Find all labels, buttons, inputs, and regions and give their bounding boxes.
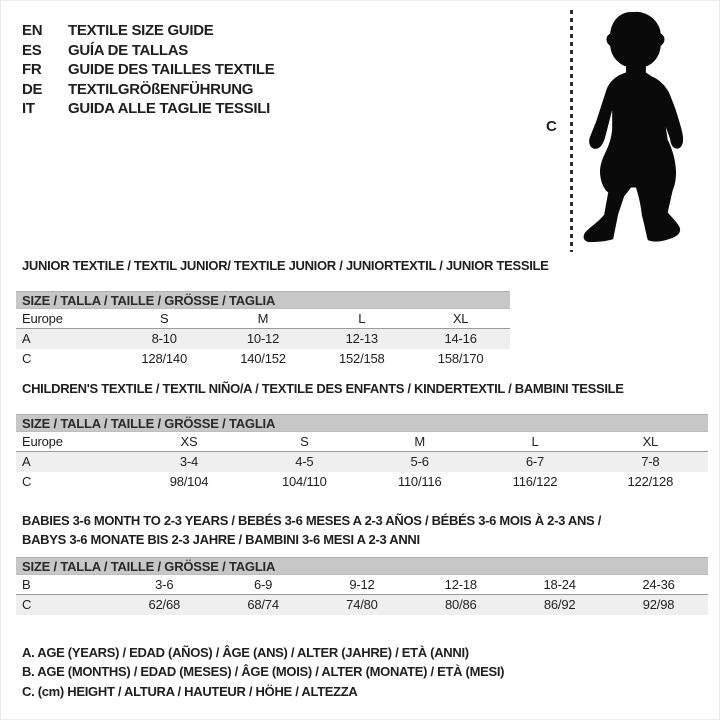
size-cell: 3-4	[131, 452, 246, 472]
table-row	[16, 329, 510, 349]
language-code: EN	[22, 22, 43, 39]
section-title	[16, 511, 708, 549]
size-table	[16, 557, 708, 615]
size-table-header: SIZE / TALLA / TAILLE / GRÖSSE / TAGLIA	[16, 292, 510, 309]
size-cell: XL	[411, 309, 510, 329]
size-table-header: SIZE / TALLA / TAILLE / GRÖSSE / TAGLIA	[16, 558, 708, 575]
row-label: C	[16, 595, 115, 615]
table-row	[16, 595, 708, 615]
guide-title-fr: GUIDE DES TAILLES TEXTILE	[68, 61, 275, 78]
language-code: ES	[22, 41, 42, 59]
size-cell: 24-36	[609, 575, 708, 595]
table-row	[16, 292, 510, 309]
size-cell: 128/140	[141, 351, 187, 366]
row-label: B	[16, 575, 115, 595]
toddler-figure-block	[540, 8, 715, 256]
guide-title-de: TEXTILGRÖßENFÜHRUNG	[68, 80, 254, 98]
size-section-2	[16, 511, 708, 615]
guide-title-it: GUIDA ALLE TAGLIE TESSILI	[68, 100, 270, 117]
size-cell: 68/74	[214, 595, 313, 615]
size-cell: 12-18	[411, 575, 510, 595]
size-cell: 3-6	[115, 575, 214, 595]
table-row	[16, 415, 708, 432]
language-row-de	[22, 80, 274, 100]
section-title-line: BABIES 3-6 MONTH TO 2-3 YEARS / BEBÉS 3-6 MESES A 2-3 AÑOS / BÉBÉS 3-6 MOIS À 2-3 ANS /	[22, 513, 602, 528]
size-cell: XS	[131, 432, 246, 452]
row-label: C	[22, 474, 32, 489]
section-title	[16, 258, 549, 273]
table-row	[16, 558, 708, 575]
size-cell: M	[214, 309, 313, 329]
row-label: C	[22, 351, 32, 366]
language-code: FR	[22, 61, 42, 78]
section-title-line: CHILDREN'S TEXTILE / TEXTIL NIÑO/A / TEXTILE DES ENFANTS / KINDERTEXTIL / BAMBINI TESSILE	[22, 381, 624, 396]
language-row-fr	[22, 60, 274, 80]
size-cell: 12-13	[312, 329, 411, 349]
table-row	[16, 452, 708, 472]
size-cell: 92/98	[609, 595, 708, 615]
size-cell: 98/104	[169, 474, 209, 489]
size-cell: L	[477, 432, 592, 452]
toddler-silhouette-icon	[565, 10, 700, 253]
section-title-line: BABYS 3-6 MONATE BIS 2-3 JAHRE / BAMBINI 3-6 MESI A 2-3 ANNI	[22, 532, 420, 547]
size-cell: 8-10	[115, 329, 214, 349]
size-cell: 104/110	[282, 474, 327, 489]
size-section-0	[16, 258, 549, 369]
size-cell: 5-6	[362, 452, 477, 472]
size-cell: S	[115, 309, 214, 329]
size-cell: 116/122	[512, 474, 558, 489]
size-cell: 80/86	[411, 595, 510, 615]
language-row-it	[22, 99, 274, 119]
size-cell: 6-7	[477, 452, 592, 472]
size-cell: 18-24	[510, 575, 609, 595]
size-cell: 14-16	[411, 329, 510, 349]
size-cell: 10-12	[214, 329, 313, 349]
size-cell: 110/116	[397, 474, 442, 489]
guide-title-es: GUÍA DE TALLAS	[68, 41, 188, 59]
height-measure-label: C	[546, 118, 557, 135]
table-row	[16, 432, 708, 452]
size-cell: 62/68	[115, 595, 214, 615]
section-title	[16, 381, 708, 396]
legend-block	[22, 643, 504, 701]
size-cell: 152/158	[338, 351, 385, 366]
table-row	[16, 575, 708, 595]
row-label: Europe	[16, 309, 115, 329]
language-code: IT	[22, 100, 35, 117]
size-cell: 4-5	[247, 452, 362, 472]
table-row	[16, 472, 708, 492]
legend-age-months: B. AGE (MONTHS) / EDAD (MESES) / ÂGE (MOIS) / ALTER (MONATE) / ETÀ (MESI)	[22, 664, 505, 680]
size-cell: 7-8	[593, 452, 708, 472]
legend-age-years: A. AGE (YEARS) / EDAD (AÑOS) / ÂGE (ANS) / ALTER (JAHRE) / ETÀ (ANNI)	[22, 645, 469, 660]
size-table	[16, 291, 510, 369]
row-label: A	[16, 329, 115, 349]
size-section-1	[16, 381, 708, 492]
table-row	[16, 309, 510, 329]
size-cell: 122/128	[627, 474, 674, 489]
language-code: DE	[22, 80, 43, 98]
guide-title-en: TEXTILE SIZE GUIDE	[68, 22, 214, 39]
size-cell: 158/170	[437, 351, 484, 366]
size-cell: L	[312, 309, 411, 329]
section-title-line: JUNIOR TEXTILE / TEXTIL JUNIOR/ TEXTILE JUNIOR / JUNIORTEXTIL / JUNIOR TESSILE	[22, 258, 549, 273]
size-table-header: SIZE / TALLA / TAILLE / GRÖSSE / TAGLIA	[16, 415, 708, 432]
language-title-list	[22, 21, 274, 119]
size-cell: S	[247, 432, 362, 452]
row-label: A	[16, 452, 131, 472]
size-cell: 6-9	[214, 575, 313, 595]
size-cell: 140/152	[240, 351, 286, 366]
size-cell: 86/92	[510, 595, 609, 615]
row-label: Europe	[16, 432, 131, 452]
size-cell: XL	[593, 432, 708, 452]
language-row-en	[22, 21, 274, 41]
size-cell: 74/80	[313, 595, 412, 615]
size-cell: 9-12	[313, 575, 412, 595]
language-row-es	[22, 41, 274, 61]
table-row	[16, 349, 510, 369]
size-table	[16, 414, 708, 492]
legend-height-cm: C. (cm) HEIGHT / ALTURA / HAUTEUR / HÖHE / ALTEZZA	[22, 683, 358, 699]
size-cell: M	[362, 432, 477, 452]
